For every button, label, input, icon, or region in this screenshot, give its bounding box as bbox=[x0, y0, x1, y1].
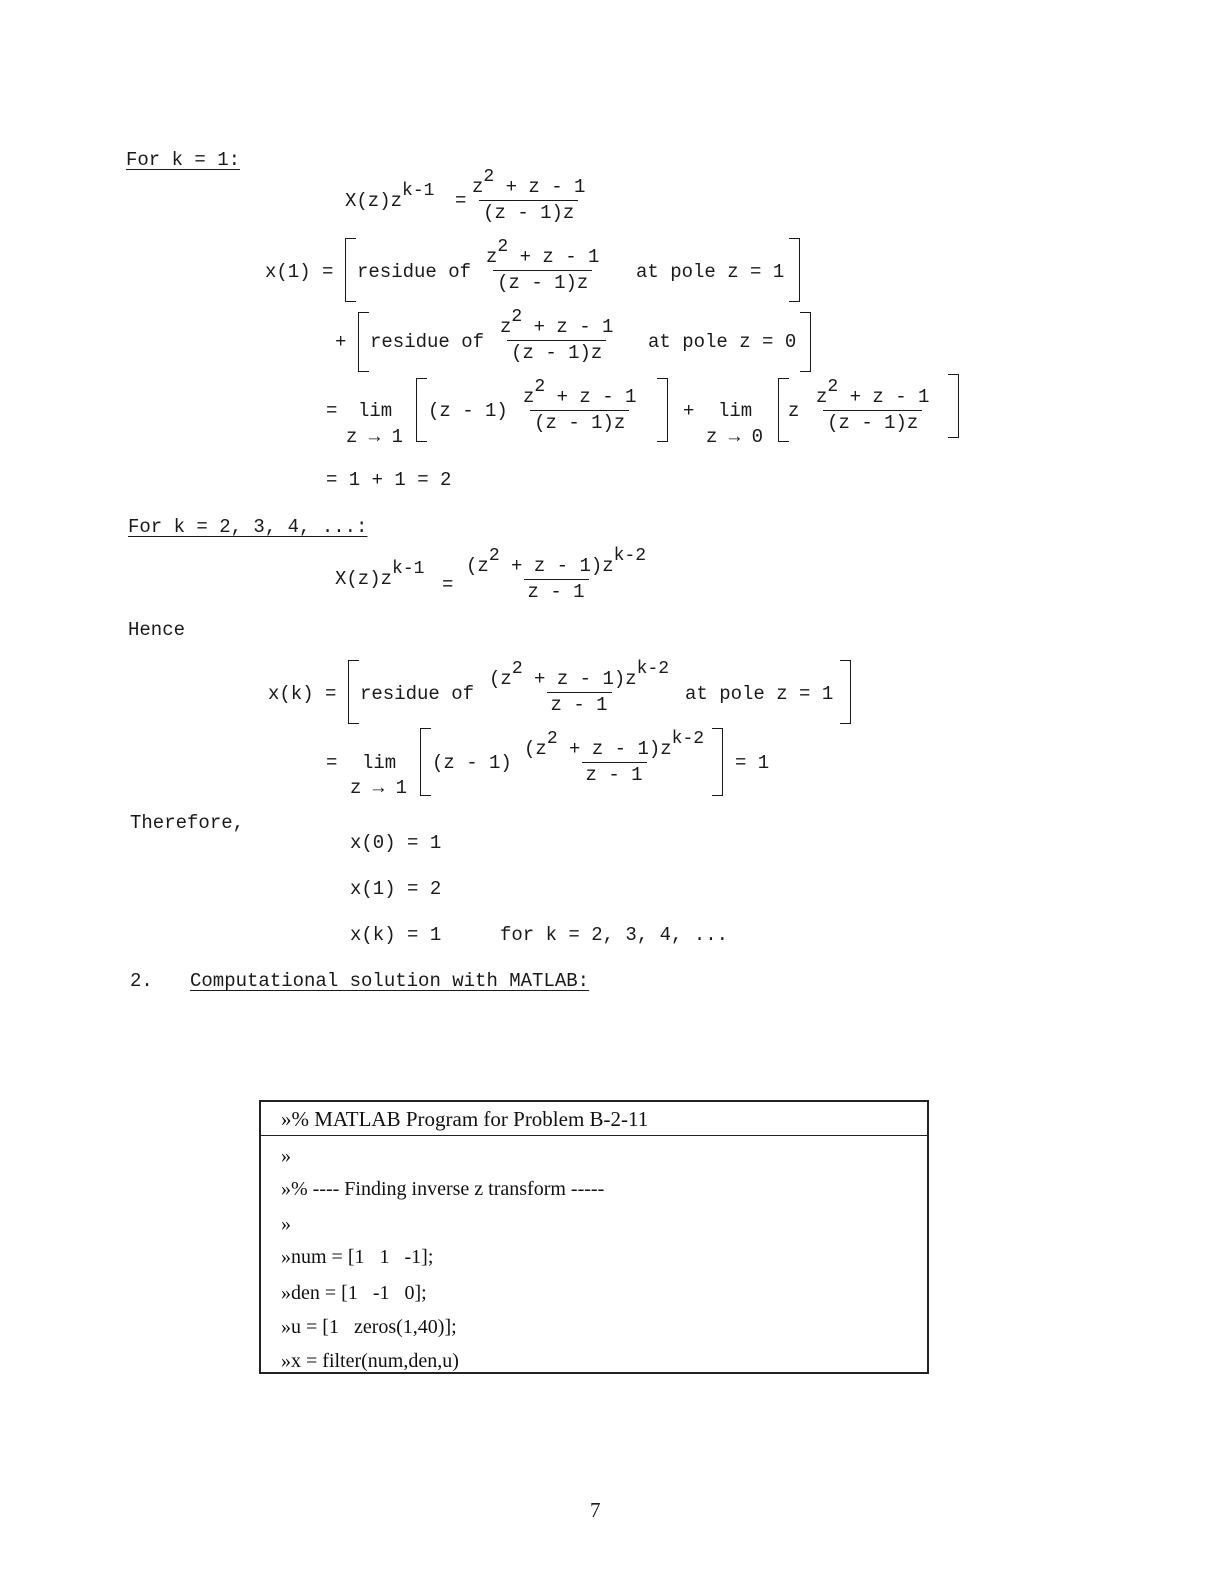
case1-heading: For k = 1: bbox=[126, 149, 241, 171]
exponent: k-2 bbox=[613, 546, 647, 566]
result-xk: x(k) = 1 bbox=[350, 924, 442, 946]
right-bracket bbox=[840, 660, 851, 724]
fraction bbox=[520, 729, 708, 786]
residue-label: residue of bbox=[360, 683, 475, 705]
section-number: 2. bbox=[130, 970, 153, 992]
lhs-exponent: k-1 bbox=[392, 559, 425, 579]
therefore-label: Therefore, bbox=[130, 812, 245, 834]
numerator-a: (z bbox=[524, 738, 547, 760]
numerator-rest: + z - 1 bbox=[545, 386, 637, 408]
residue-label: residue of bbox=[370, 331, 485, 353]
equals-sign: = bbox=[326, 400, 338, 422]
exponent: 2 bbox=[827, 377, 839, 397]
case2-lhs bbox=[335, 559, 425, 590]
equals-sign: = bbox=[442, 574, 454, 596]
residue-label: residue of bbox=[357, 261, 472, 283]
denominator: z - 1 bbox=[582, 762, 647, 785]
left-bracket bbox=[348, 660, 359, 724]
denominator: z - 1 bbox=[524, 579, 589, 602]
denominator: (z - 1)z bbox=[479, 200, 578, 223]
code-line: »x = filter(num,den,u) bbox=[281, 1350, 459, 1372]
right-bracket bbox=[948, 374, 959, 438]
exponent: 2 bbox=[483, 167, 495, 187]
numerator: $z^2 + z - 1$ bbox=[816, 377, 930, 408]
case1-result: = 1 + 1 = 2 bbox=[326, 469, 452, 491]
lim-label: lim bbox=[362, 752, 397, 774]
fraction bbox=[468, 167, 589, 224]
right-bracket bbox=[800, 312, 811, 372]
result-x0: x(0) = 1 bbox=[350, 832, 442, 854]
matlab-code-box bbox=[259, 1100, 929, 1374]
numerator-b: + z - 1)z bbox=[557, 738, 672, 760]
left-bracket bbox=[416, 378, 427, 442]
numerator: $z^2 + z - 1$ bbox=[500, 307, 614, 338]
fraction bbox=[496, 307, 617, 364]
denominator: (z - 1)z bbox=[507, 340, 606, 363]
equals-sign: = bbox=[455, 190, 467, 212]
plus-sign: + bbox=[683, 400, 695, 422]
code-line: »% ---- Finding inverse z transform ----- bbox=[281, 1178, 605, 1200]
page-number: 7 bbox=[590, 1498, 601, 1522]
exponent: 2 bbox=[497, 237, 509, 257]
code-header: »% MATLAB Program for Problem B-2-11 bbox=[281, 1107, 649, 1131]
numerator: $z^2 + z - 1$ bbox=[472, 167, 586, 198]
exponent: 2 bbox=[546, 729, 558, 749]
case1-lhs bbox=[345, 181, 435, 212]
code-line: »u = [1 zeros(1,40)]; bbox=[281, 1316, 457, 1338]
code-line: » bbox=[281, 1213, 291, 1235]
numerator bbox=[462, 546, 650, 579]
factor: z bbox=[788, 400, 800, 422]
header-divider bbox=[261, 1135, 927, 1136]
numerator: $z^2 + z - 1$ bbox=[523, 377, 637, 408]
hence-result: = 1 bbox=[735, 752, 770, 774]
lhs-exponent: k-1 bbox=[402, 181, 435, 201]
code-line: »den = [1 -1 0]; bbox=[281, 1282, 427, 1304]
right-bracket bbox=[712, 728, 723, 796]
denominator: (z - 1)z bbox=[530, 410, 629, 433]
case2-heading: For k = 2, 3, 4, ...: bbox=[128, 516, 368, 538]
right-bracket bbox=[657, 378, 668, 442]
right-bracket bbox=[789, 238, 800, 302]
numerator: $z^2 + z - 1$ bbox=[486, 237, 600, 268]
plus-sign: + bbox=[335, 331, 347, 353]
lhs-base: X(z)z bbox=[345, 190, 403, 212]
pole-label: at pole z = 1 bbox=[685, 683, 834, 705]
numerator-rest: + z - 1 bbox=[494, 176, 586, 198]
exponent: 2 bbox=[488, 546, 500, 566]
numerator bbox=[485, 659, 673, 692]
result-x1: x(1) = 2 bbox=[350, 878, 442, 900]
exponent: k-2 bbox=[671, 729, 705, 749]
lim-label: lim bbox=[358, 400, 393, 422]
exponent: k-2 bbox=[636, 659, 670, 679]
numerator-rest: + z - 1 bbox=[508, 246, 600, 268]
fraction bbox=[462, 546, 650, 603]
left-bracket bbox=[358, 312, 369, 372]
exponent: 2 bbox=[534, 377, 546, 397]
hence-label: Hence bbox=[128, 619, 186, 641]
numerator-a: (z bbox=[466, 555, 489, 577]
fraction bbox=[482, 237, 603, 294]
lim-subscript: z → 1 bbox=[346, 426, 404, 448]
lim-label: lim bbox=[718, 400, 753, 422]
denominator: (z - 1)z bbox=[823, 410, 922, 433]
pole-label: at pole z = 0 bbox=[648, 331, 797, 353]
left-bracket bbox=[420, 728, 431, 796]
lhs-base: X(z)z bbox=[335, 568, 393, 590]
xk-lhs: x(k) = bbox=[268, 683, 337, 705]
numerator-b: + z - 1)z bbox=[499, 555, 614, 577]
left-bracket bbox=[345, 238, 356, 302]
fraction bbox=[812, 377, 933, 434]
factor: (z - 1) bbox=[432, 752, 512, 774]
exponent: 2 bbox=[511, 307, 523, 327]
numerator-rest: + z - 1 bbox=[838, 386, 930, 408]
numerator-rest: + z - 1 bbox=[522, 316, 614, 338]
equals-sign: = bbox=[326, 752, 338, 774]
exponent: 2 bbox=[511, 659, 523, 679]
code-line: »num = [1 1 -1]; bbox=[281, 1246, 434, 1268]
section-title: Computational solution with MATLAB: bbox=[190, 970, 590, 992]
lim-subscript: z → 1 bbox=[350, 777, 408, 799]
fraction bbox=[485, 659, 673, 716]
denominator: (z - 1)z bbox=[493, 270, 592, 293]
result-condition: for k = 2, 3, 4, ... bbox=[500, 924, 729, 946]
code-line: » bbox=[281, 1145, 291, 1167]
numerator-a: (z bbox=[489, 668, 512, 690]
numerator bbox=[520, 729, 708, 762]
fraction bbox=[519, 377, 640, 434]
lim-subscript: z → 0 bbox=[706, 426, 764, 448]
factor: (z - 1) bbox=[428, 400, 508, 422]
x1-lhs: x(1) = bbox=[265, 261, 334, 283]
pole-label: at pole z = 1 bbox=[636, 261, 785, 283]
denominator: z - 1 bbox=[547, 692, 612, 715]
numerator-b: + z - 1)z bbox=[522, 668, 637, 690]
